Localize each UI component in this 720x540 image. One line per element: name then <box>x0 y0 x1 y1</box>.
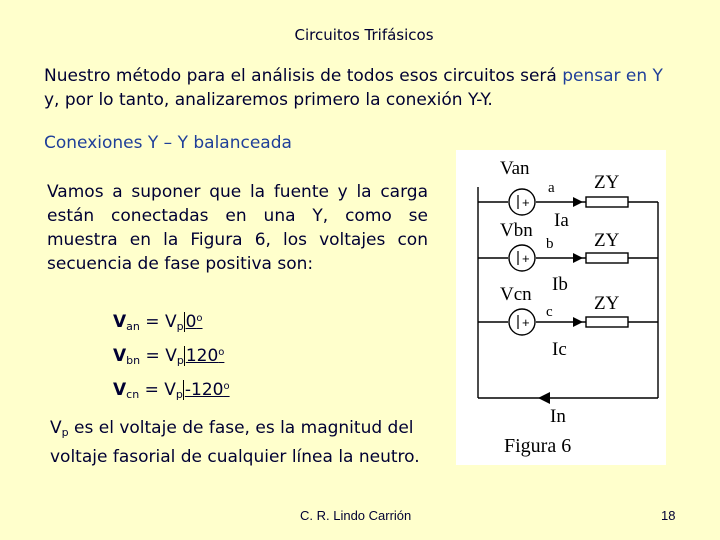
impedance-zy-a <box>586 197 628 207</box>
page-number: 18 <box>661 508 676 523</box>
label-node-c: c <box>546 304 553 320</box>
angle-120: 120$^o$ <box>185 346 225 366</box>
label-in: In <box>550 406 566 427</box>
equation-vcn: $V_{cn} = V_p$ -120$^o$ <box>113 380 230 401</box>
angle-0: 0$^o$ <box>185 312 203 332</box>
impedance-zy-c <box>586 317 628 327</box>
label-node-a: a <box>548 180 555 196</box>
arrow-ib <box>573 253 583 263</box>
label-van: Van <box>500 158 530 179</box>
equation-van: $V_{an} = V_p$ 0$^o$ <box>113 312 203 333</box>
label-ia: Ia <box>554 210 569 231</box>
label-node-b: b <box>546 236 554 252</box>
angle-minus-120: -120$^o$ <box>184 380 230 400</box>
vp-description: $V_p$ es el voltaje de fase, es la magnitud del voltaje fasorial de cualquier línea la neutro. <box>50 418 420 467</box>
body-paragraph: Vamos a suponer que la fuente y la carga están conectadas en una Y, como se muestra en la Figura 6, los voltajes con secuencia de fase positiva son: <box>47 182 428 274</box>
source-a-sign: + <box>522 195 530 210</box>
intro-highlight: pensar en Y <box>562 66 663 86</box>
source-c-sign: + <box>522 315 530 330</box>
label-vbn: Vbn <box>500 220 533 241</box>
figure-caption: Figura 6 <box>504 435 572 457</box>
intro-text <box>44 64 664 112</box>
footer-author: C. R. Lindo Carrión <box>300 508 412 523</box>
label-zy-a: ZY <box>594 172 620 193</box>
section-heading: Conexiones Y – Y balanceada <box>44 133 292 153</box>
arrow-ia <box>573 197 583 207</box>
equation-vbn: $V_{bn} = V_p$ 120$^o$ <box>113 346 225 367</box>
impedance-zy-b <box>586 253 628 263</box>
intro-part1: Nuestro método para el análisis de todos esos circuitos será <box>44 66 563 86</box>
source-b <box>509 245 535 271</box>
label-vcn: Vcn <box>500 284 532 305</box>
intro-part2: y, por lo tanto, analizaremos primero la conexión Y-Y. <box>44 90 493 110</box>
label-zy-c: ZY <box>594 293 620 314</box>
label-zy-b: ZY <box>594 230 620 251</box>
voltage-equations <box>113 306 230 408</box>
label-ib: Ib <box>552 274 568 295</box>
slide-title: Circuitos Trifásicos <box>294 26 434 44</box>
source-c <box>509 309 535 335</box>
circuit-figure <box>456 150 666 465</box>
circuit-diagram <box>456 150 666 465</box>
arrow-in <box>538 392 550 404</box>
source-a <box>509 189 535 215</box>
arrow-ic <box>573 317 583 327</box>
label-ic: Ic <box>552 339 567 360</box>
source-b-sign: + <box>522 251 530 266</box>
